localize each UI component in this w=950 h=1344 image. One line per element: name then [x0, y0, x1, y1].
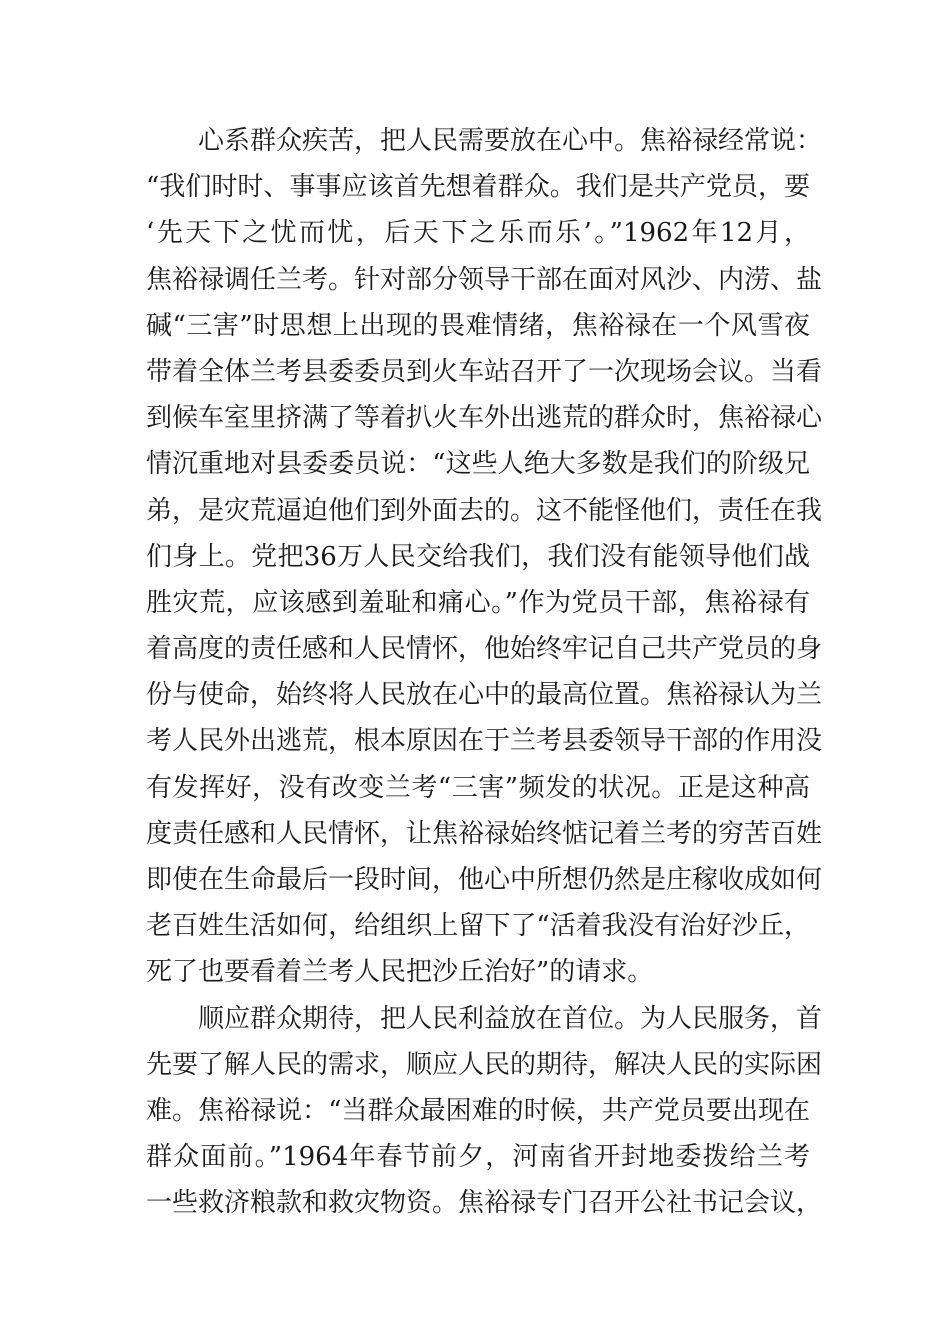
text-line: 考人民外出逃荒，根本原因在于兰考县委领导干部的作用没: [146, 726, 823, 757]
text-line: 难。焦裕禄说：“当群众最困难的时候，共产党员要出现在: [146, 1095, 810, 1126]
text-line: “我们时时、事事应该首先想着群众。我们是共产党员，要: [146, 172, 810, 203]
text-line: 情沉重地对县委委员说：“这些人绝大多数是我们的阶级兄: [146, 449, 810, 480]
text-line: 先要了解人民的需求，顺应人民的期待，解决人民的实际困: [146, 1049, 823, 1080]
text-line: 顺应群众期待，把人民利益放在首位。为人民服务，首: [198, 1003, 823, 1034]
text-line: 心系群众疾苦，把人民需要放在心中。焦裕禄经常说：: [198, 126, 823, 156]
text-line: ‘先天下之忧而忧，后天下之乐而乐’。”1962年12月，: [146, 218, 810, 249]
text-line: 胜灾荒，应该感到羞耻和痛心。”作为党员干部，焦裕禄有: [146, 587, 810, 618]
text-line: 弟，是灾荒逼迫他们到外面去的。这不能怪他们，责任在我: [146, 495, 823, 526]
body-text: [146, 118, 823, 1227]
text-line: 群众面前。”1964年春节前夕，河南省开封地委拨给兰考: [146, 1142, 810, 1173]
text-line: 一些救济粮款和救灾物资。焦裕禄专门召开公社书记会议，: [146, 1188, 823, 1219]
text-line: 死了也要看着兰考人民把沙丘治好”的请求。: [146, 957, 654, 988]
paragraph: [146, 118, 823, 996]
text-line: 带着全体兰考县委委员到火车站召开了一次现场会议。当看: [146, 356, 823, 387]
text-line: 即使在生命最后一段时间，他心中所想仍然是庄稼收成如何: [146, 865, 823, 895]
paragraph: [146, 996, 823, 1227]
text-line: 焦裕禄调任兰考。针对部分领导干部在面对风沙、内涝、盐: [146, 264, 823, 295]
text-line: 们身上。党把36万人民交给我们，我们没有能领导他们战: [146, 541, 810, 572]
text-line: 份与使命，始终将人民放在心中的最高位置。焦裕禄认为兰: [146, 680, 823, 711]
text-line: 度责任感和人民情怀，让焦裕禄始终惦记着兰考的穷苦百姓: [146, 818, 823, 849]
text-line: 碱“三害”时思想上出现的畏难情绪，焦裕禄在一个风雪夜: [146, 310, 810, 341]
text-line: 老百姓生活如何，给组织上留下了“活着我没有治好沙丘，: [146, 911, 810, 942]
text-line: 着高度的责任感和人民情怀，他始终牢记自己共产党员的身: [146, 634, 823, 665]
text-line: 有发挥好，没有改变兰考“三害”频发的状况。正是这种高: [146, 772, 810, 803]
text-line: 到候车室里挤满了等着扒火车外出逃荒的群众时，焦裕禄心: [146, 403, 823, 434]
